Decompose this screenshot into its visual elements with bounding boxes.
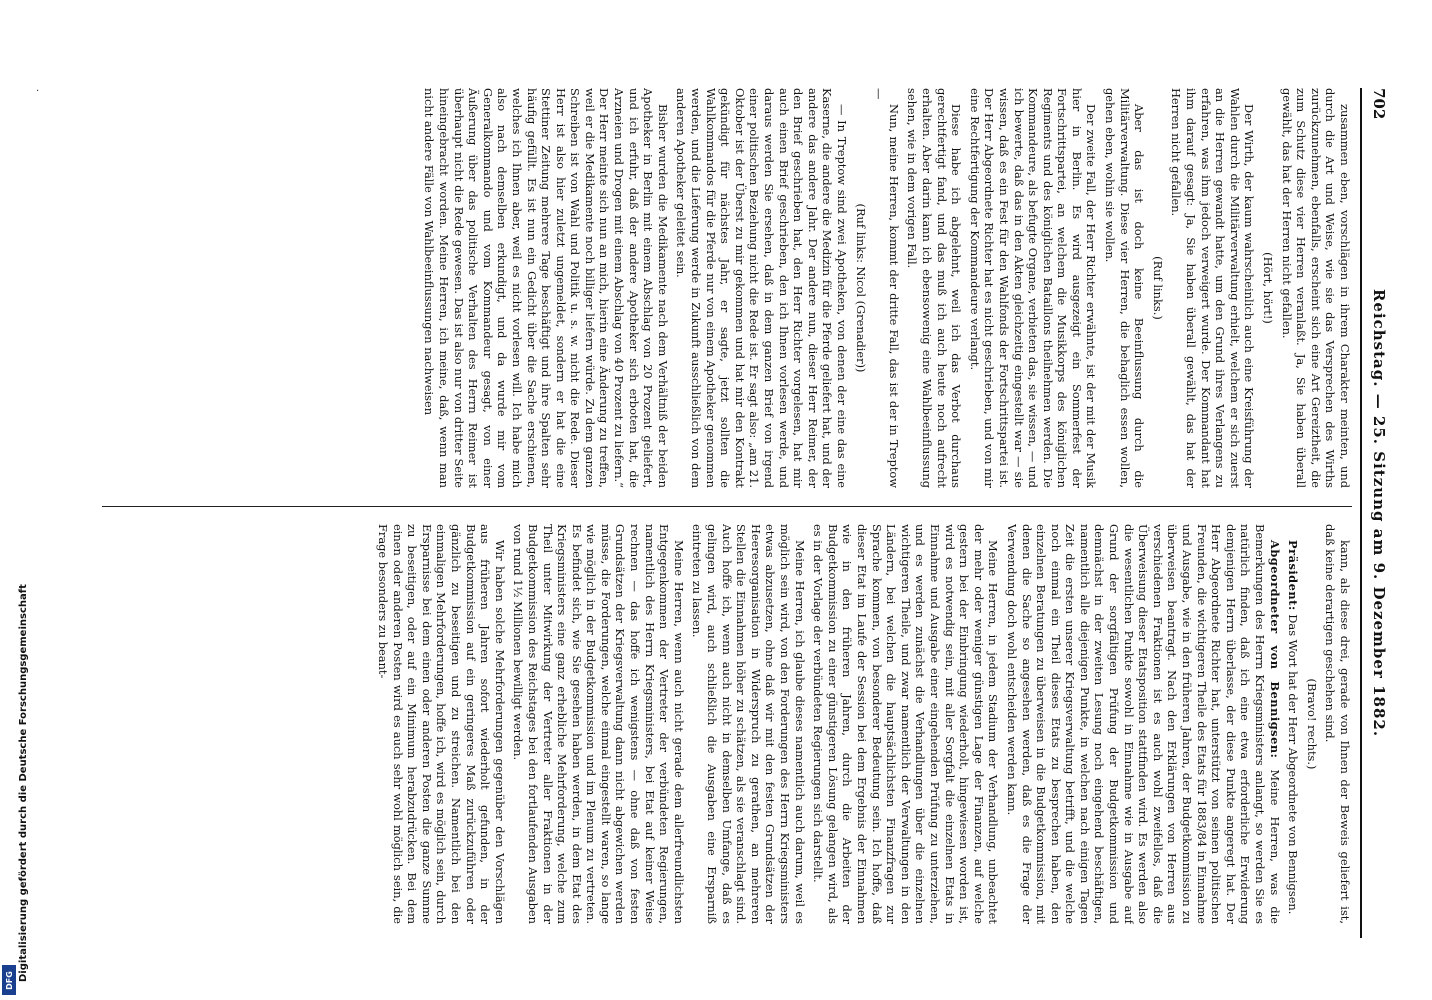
page-header [1360,88,1392,938]
left-paragraph-3: Aber das ist doch keine Beeinflussung durch die Militärverwaltung. Diese vier Herren, die behaglich essen wollen, gehen eben, wohin sie wollen. [1103,88,1147,488]
page-number: 702 [1370,88,1388,120]
right-paragraph-3 [1004,524,1281,924]
right-paragraph-7: Wir haben solche Mehrforderungen gegenüber den Vorschlägen aus früheren Jahren sofort wiederholt gefunden, in der Budgetkommission auf ein geringeres Maß zurückzuführen oder gänzlich zu beseitigen und zu streichen. Namentlich bei den einmaligen Mehrforderungen, hoffe ich, wird es möglich sein, durch Ersparnisse bei dem einen oder anderen Posten die ganze Summe zu beseitigen, oder auf ein Minimum herabzudrücken. Bei dem einen oder anderen Posten wird es auch sehr wohl möglich sein, die Frage besonders zu beant- [376,524,507,924]
running-head: Reichstag. — 25. Sitzung am 9. Dezember 1882. [1370,288,1388,738]
right-paragraph-6: Meine Herren, wenn auch nicht gerade dem allerfreundlichsten Entgegenkommen der Vertreter der verbündeten Regierungen, namentlich des Herrn Kriegsministers, bei Etat auf keiner Weise rechnen — das hoffe ich wenigstens — ohne daß von festen Grundsätzen der Kriegsverwaltung dann nicht abgewichen werden müsse, die Forderungen, welche einmal eingestellt waren, so lange wie möglich in der Budgetkommission und im Plenum zu vertreten. Es befindet sich, wie Sie gesehen haben werden, in dem Etat des Kriegsministers eine ganz erhebliche Mehrforderung, welche zum Theil unter Mitwirkung der Vertreter aller Fraktionen in der Budgetkommission des Reichstages bei den fortlaufenden Ausgaben von rund 1½ Millionen bewilligt werden. [511,524,686,924]
right-paragraph-4: Meine Herren, in jedem Stadium der Verhandlung, unbeachtet der mehr oder weniger günstigen Lage der Finanzen, auf welche gestern bei der Einbringung wiederholt, hingewiesen worden ist, wird es notwendig sein, mit aller Sorgfalt die einzelnen Etats in Einnahme und Ausgabe einer eingehenden Prüfung zu unterziehen, und es werden zunächst die Verhandlungen über die einzelnen wichtigeren Theile, und zwar namentlich der Verwaltungen in den Ländern, bei welchen die hauptsächlichsten Finanzfragen zur Sprache kommen, von besonderer Bedeutung sein. Ich hoffe, daß dieser Etat im Laufe der Session bei dem Ergebnis der Einnahmen wie in den früheren Jahren, durch die Arbeiten der Budgetkommission zu einer günstigeren Lösung gelangen wird, als es in der Vorlage der verbündeten Regierungen sich darstellt. [811,524,1001,924]
right-column [102,524,1352,924]
left-paragraph-4: Der zweite Fall, der Herr Richter erwähnte, ist der mit der Musik hier in Berlin. Es wird ausgezeigt ein Sommerfest der Fortschrittspartei, an welchem die Musikkorps des königlichen Regiments und des königlichen Bataillons theilnehmen werden. Die Kommandeure, als befugte Organe, verbieten das, sie wissen, — und ich bewerte, daß das in den Akten gleichzeitig eingestellt war — sie wissen, daß es ein Fest für den Wahlfonds der Fortschrittspartei ist. Der Herr Abgeordnete Richter hat es nicht geschrieben, und von mir eine Rechtfertigung der Kommandeure verlangt. [967,88,1099,488]
right-paragraph-2-text: Das Wort hat der Herr Abgeordnete von Bennigsen. [1286,614,1301,915]
right-paragraph-2 [1286,524,1301,924]
left-column [102,88,1352,488]
scan-speck: · [36,86,40,97]
left-interjection-2: (Ruf links.) [1150,256,1165,320]
right-paragraph-5: Meine Herren, ich glaube dieses namentlich auch darum, weil es möglich sein wird, von den Forderungen des Herrn Kriegsministers etwas abzusetzen, ohne daß wir mit den festen Grundsätzen der Heeresorganisation in Widerspruch zu gerathen, an mehreren Stellen die Einnahmen höher zu schätzen, als sie veranschlagt sind. Auch hoffe ich, wenn auch nicht in demselben Umfange, daß es gelingen wird, auch schließlich die Ausgaben eine Ersparniß eintreten zu lassen. [690,524,807,924]
left-paragraph-2: Der Wirth, der kaum wahrscheinlich auch eine Kreisführung der Wahlen durch die Militärverwaltung erhielt, welchem er sich zuerst an die Herren gewandt hatte, um den Grund ihres Verlangens zu erfahren, was ihm jedoch verweigert wurde. Der Kommandant hat ihm darauf gesagt: Ja, Sie haben überall gewählt, das hat der Herren nicht gefallen. [1169,88,1257,488]
left-paragraph-5: Diese habe ich abgelehnt, weil ich das Verbot durchaus gerechtfertigt fand, und das muß ich auch heute noch aufrecht erhalten. Aber darin kann ich ebensowenig eine Wahlbeeinflussung sehen, wie in dem vorigen Fall. [905,88,964,488]
left-interjection-1: (Hört, hört!) [1261,252,1276,324]
right-interjection-1: (Bravo! rechts.) [1304,678,1319,770]
left-paragraph-6: Nun, meine Herren, kommt der dritte Fall, das ist der in Treptow — [872,88,901,488]
speaker-president: Präsident: [1286,540,1301,611]
digitization-credit-strip [0,0,29,1000]
speaker-bennigsen: Abgeordneter von Bennigsen: [1267,540,1282,759]
right-paragraph-3-text: Meine Herren, was die Bemerkungen des Herrn Kriegsministers anlangt, so werden Sie es natürlich finden, daß ich eine etwa erforderliche Erwiderung demjenigen Herrn überlasse, der diese Punkte angeregt hat. Der Herr Abgeordnete Richter hat, unterstützt von seinen politischen Freunden, die wichtigeren Theile des Etats für 1883/84 in Einnahme und Ausgabe, wie in den früheren Jahren, der Budgetkommission zu überweisen beantragt. Nach den Erklärungen von Herren aus verschiedenen Fraktionen ist es auch wohl zweifellos, daß die Überweisung dieser Etatsposition stattfinden wird. Es werden also die wesentlichen Punkte sowohl in Einnahme wie in Ausgabe auf Grund der sorgfältigen Prüfung der Budgetkommission und demnächst in der zweiten Lesung noch eingehend beschäftigen, namentlich alle diejenigen Punkte, in welchen nach einigen Tagen Zeit die ersten unserer Kriegsverwaltung betrifft, und die welche noch einmal ein Theil dieses Etats zu besprechen haben, den einzelnen Beratungen zu überweisen in die Budgetkommission, mit denen die Sache so angesehen werden, daß es die Frage der Verwendung doch wohl entscheiden werden kann. [1004,524,1282,924]
digitization-credit-text: Digitalisierung gefördert durch die Deutsche Forschungsgemeinschaft [18,584,29,982]
right-paragraph-1: kann, als diese drei, gerade von Ihnen der Beweis geliefert ist, daß keine derartigen geschehen sind. [1323,524,1352,924]
column-divider [102,506,1352,507]
left-interjection-3: (Ruf links: Nicol (Grenadier)) [853,203,868,373]
left-paragraph-1: zusammen eben, vorschlägen in ihrem Charakter meinten, und durch die Art und Weise, wie sie das Versprechen des Wirths zurückzunehmen, ebenfalls, erscheint sich eine Art Gereiztheit, die zum Schutz diese vier Herren veranlaßt. Ja, Sie haben überall gewählt, das hat der Herren nicht gefallen. [1279,88,1352,488]
dfg-logo: DFG [2,965,16,995]
rotated-newspaper-page [92,88,1392,938]
left-paragraph-8: Bisher wurden die Medikamente nach dem Verhältniß der beiden Apotheker in Berlin mit einem Abschlag von 20 Prozent geliefert, und ich erfuhr, daß der andere Apotheker sich erboten hat, die Arzneien und Drogen mit einem Abschlag von 40 Prozent zu liefern.“ Der Herr meinte sich nun an mich, hierin eine Änderung zu treffen, weil er die Medikamente noch billiger liefern würde. Zu dem ganzen Schreiben ist von Wahl und Politik u. s. w. nicht die Rede. Dieser Herr ist also hier zuletzt ungemeldet, sondern er hat die eine Stettiner Zeitung mehrere Tage beschäftigt und ihre Spalten sehr häufig gefüllt. Es ist nun ein Gedicht über die Sache erschienen, welches ich Ihnen aber, weil es nicht vorlesen will. Ich habe mich also nach demselben erkundigt, und da wurde mir vom Generalkommando und vom Kommandeur gesagt, von einer Äußerung über das politische Verhalten des Herrn Reimer ist überhaupt nicht die Rede gewesen. Das ist also nur von dritter Seite hineingebracht worden. Meine Herren, ich meine, daß, wenn man nicht andere Fälle von Wahlbeeinflussungen nachweisen [422,88,670,488]
left-paragraph-7: — In Treptow sind zwei Apotheken, von denen der eine das eine Kaserne, die andere die Medizin für die Pferde geliefert hat, und der andere das andere Jahr. Der andere nun, dieser Herr Reimer, der den Brief geschrieben hat, den Herr Richter vorgelesen, hat mir auch einen Brief geschrieben, den ich Ihnen vorlesen werde, und daraus werden Sie ersehen, daß in dem ganzen Brief von irgend einer politischen Beziehung nicht die Rede ist. Er sagt also: „am 21. Oktober ist der Überst zu mir gekommen und hat mir den Kontrakt gekündigt für nächstes Jahr, er sagte, jetzt sollten die Wahlkommandos für die Pferde nur von einem Apotheker genommen werden, und die Lieferung werde in Zukunft ausschließlich von dem anderen Apotheker geleitet sein. [674,88,849,488]
